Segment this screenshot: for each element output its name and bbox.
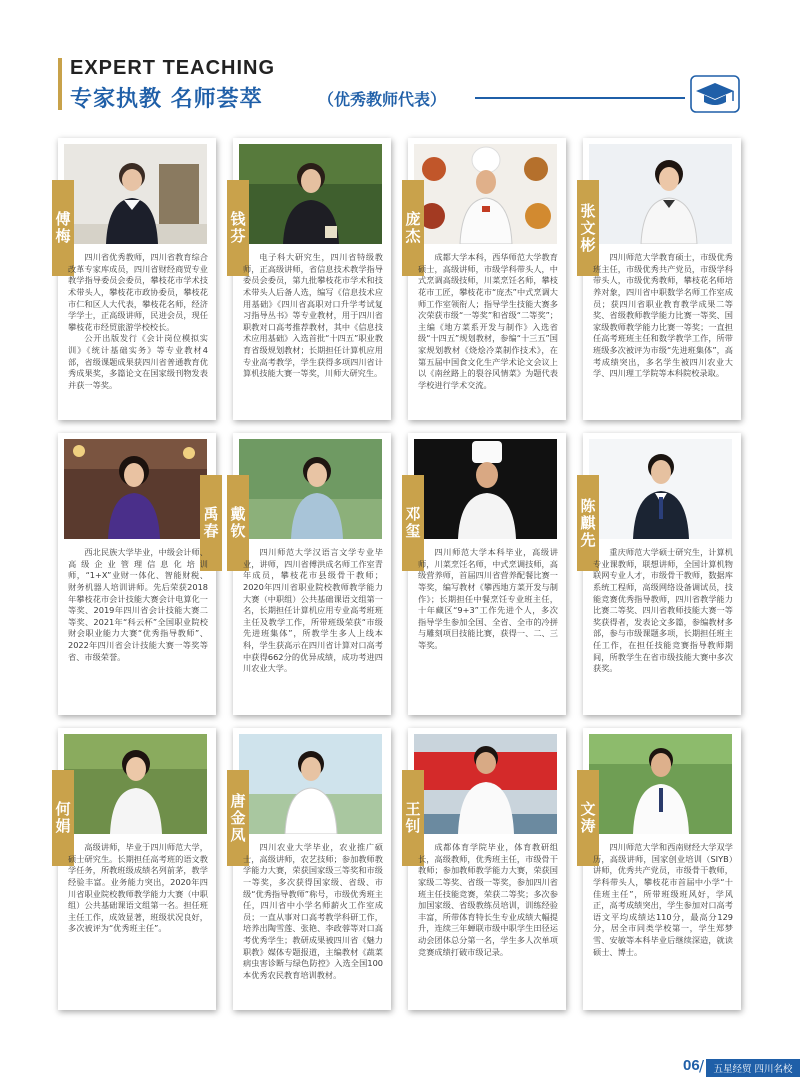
teacher-name-tag: 钱芬 [227,180,249,276]
teacher-bio: 西北民族大学毕业，中级会计师、高级企业管理信息化培训师，“1+X”业财一体化、智能财税、财务机器人培训讲师。先后荣获2018年攀枝花市会计技能大赛会计电算化一等奖、2019年四川省会计技能大赛二等奖、2021年“科云杯”全国职业院校财会职业能力大赛“优秀指导教师”、2022年四川省会计技能大赛一等奖等省、市级荣誉。 [68,547,208,662]
teacher-name-tag: 何娟 [52,770,74,866]
teacher-card [403,433,566,715]
teacher-photo [589,439,732,539]
teacher-name-tag: 陈麒先 [577,475,599,571]
teacher-card [53,138,216,420]
teacher-card [58,433,220,715]
teacher-bio: 四川省优秀教师，四川省教育综合改革专家库成员，四川省财经商贸专业教学指导委员会委员，攀枝花市学术技术带头人，攀枝花市政协委员，攀枝花市仁和区人大代表，攀枝花名师，经济学学士，正高级讲师，民进会员，现任攀枝花市经贸旅游学校校长。 公开出版发行《会计岗位模拟实训》《统计基础实务》等专业教材4部，省级课题成果获四川省普通教育优秀成果奖，多篇论文在国家级刊物发表并获一等奖。 [68,252,208,391]
teacher-photo [64,144,207,244]
teacher-bio: 四川师范大学和西南财经大学双学历，高级讲师，国家创业培训（SIYB）讲师，优秀共产党员，市级骨干教师，学科带头人，攀枝花市首届中小学“十佳班主任”，所带班级班风好，学风正，高考成绩突出，学生参加对口高考语文平均成绩达110分，最高分129分，居全市同类学校第一，学生郑梦雪、安敏等本科毕业后继续深造，就读硕士、博士。 [593,842,733,957]
page-number: 06 [683,1057,700,1074]
teacher-bio: 四川师范大学本科毕业，高级讲师，川菜烹饪名师，中式烹调技师，高级营养师，首届四川省营养配餐比赛一等奖，编写教材《攀西地方菜开发与制作》；长期担任中餐烹饪专业班主任，十年藏区“9+3”工作先进个人，多次指导学生参加全国、全省、全市的冷拼与雕刻项目技能比赛，获得一、二、三等奖。 [418,547,558,651]
teacher-card [228,728,391,1010]
header-divider [475,97,685,99]
teacher-bio: 四川农业大学毕业，农业推广硕士，高级讲师，农艺技师；参加教师教学能力大赛，荣获国家级三等奖和市级一等奖，多次获得国家级、省级、市级“优秀指导教师”称号，市级优秀班主任，四川省中小学名师薪火工作室成员；一直从事对口高考教学科研工作，培养出陶雪莲、张艳、李政蓉等对口高考优秀学生；教研成果被四川省《魅力职教》媒体专题报道，主编教材《蔬菜病虫害诊断与绿色防控》入选全国100本优秀农民教育培训教材。 [243,842,383,981]
teacher-bio: 重庆师范大学硕士研究生，计算机专业课教师，联想讲师，全国计算机物联网专业人才，市级骨干教师，数据库系统工程师，高级网络设备调试员，技能竞赛优秀指导教师，四川省教学能力比赛二等奖、四川省教师技能大赛一等奖获得者，发表论文多篇，参编教材多部，参与市级课题多项，长期担任班主任工作，在担任技能竞赛指导教师期间，所教学生在省市级技能大赛中多次获奖。 [593,547,733,674]
teacher-card [53,728,216,1010]
graduation-cap-icon [690,75,740,113]
teacher-card [228,433,391,715]
teacher-photo [589,144,732,244]
teacher-name-tag: 唐金凤 [227,770,249,866]
teacher-photo [239,144,382,244]
header-accent-bar [58,58,62,110]
header-subtitle: （优秀教师代表） [318,90,447,109]
teacher-name-tag: 庞杰 [402,180,424,276]
teacher-card [578,138,741,420]
teacher-bio: 电子科大研究生，四川省特级教师，正高级讲师，省信息技术教学指导委员会委员，第九批攀枝花市学术和技术带头人后备人选，编写《信息技术应用基础》《四川省高职对口升学考试复习指导丛书》等专业教材，用于四川省职教对口高考推荐教材，其中《信息技术应用基础》入选首批“十四五”职业教育省级规划教材；长期担任计算机应用专业高考教学，学生获得多项四川省计算机技能大赛一等奖，川师大研究生。 [243,252,383,379]
teacher-photo [239,734,382,834]
header-title-cn: 专家执教 名师荟萃 [70,87,263,112]
teacher-name-tag: 张文彬 [577,180,599,276]
teacher-card [403,728,566,1010]
page-divider: / [699,1057,705,1075]
teacher-photo [64,734,207,834]
teacher-name-tag: 傅梅 [52,180,74,276]
teacher-card [578,433,741,715]
teacher-bio: 成都体育学院毕业，体育教研组长，高级教师，优秀班主任，市级骨干教师；参加教师教学能力大赛，荣获国家级二等奖、省级一等奖，参加四川省班主任技能竞赛，荣获二等奖；多次参加国家级、省级教练员培训，训练经验丰富，所带体育特长生专业成绩大幅提升，连续三年蝉联市级中职学生田径运动会团体总分第一名，学生多人次单项竞赛成绩打破市级记录。 [418,842,558,957]
teacher-photo [414,144,557,244]
teacher-bio: 高级讲师，毕业于四川师范大学，硕士研究生。长期担任高考班的语文教学任务，所教班级成绩名列前茅，教学经验丰富。业务能力突出，2020年四川省职业院校教师教学能力大赛（中职组）公共基础课语文组第一名。担任班主任工作，成效显著，班级状况良好，多次被评为“优秀班主任”。 [68,842,208,934]
teacher-photo [414,734,557,834]
teacher-name-tag: 邓玺 [402,475,424,571]
teacher-photo [414,439,557,539]
teacher-card [578,728,741,1010]
teacher-bio: 四川师范大学汉语言文学专业毕业，讲师，四川省傅洪成名师工作室青年成员，攀枝花市县级骨干教师；2020年四川省职业院校教师教学能力大赛（中职组）公共基础课语文组第一名，长期担任计算机应用专业高考班班主任及教学工作，所带班级荣获“市级先进班集体”，所教学生多人上线本科，学生获高示在四川省计算对口高考中获得662分的优异成绩，成功考进四川农业大学。 [243,547,383,674]
teacher-bio: 成都大学本科，西华师范大学教育硕士，高级讲师，市级学科带头人，中式烹调高级技师，川菜烹饪名师，攀枝花市工匠，攀枝花市“庞杰”中式烹调大师工作室领衔人；指导学生技能大赛多次荣获市级“一等奖”和省级“二等奖”；主编《地方菜系开发与制作》入选省级“十四五”规划教材，参编“十三五”国家规划教材《烧烩冷菜制作技术》，在第五届中国食文化生产学术论文会议上以《南丝路上的裂谷风情菜》为题代表学校进行学术交流。 [418,252,558,391]
teacher-bio: 四川师范大学教育硕士，市级优秀班主任，市级优秀共产党员，市级学科带头人，市级优秀教师，攀枝花名师培养对象，四川省中职数学名师工作室成员；获四川省职业教育教学成果二等奖、省级教师教学能力比赛一等奖、国家级教师教学能力比赛一等奖；一直担任高考班班主任和数学教学工作，所带班级多次被评为市级“先进班集体”，高考成绩突出，多名学生被四川农业大学、四川理工学院等本科院校录取。 [593,252,733,379]
teacher-photo [589,734,732,834]
teacher-name-tag: 文涛 [577,770,599,866]
teacher-card [228,138,391,420]
teacher-photo [64,439,207,539]
teacher-card [403,138,566,420]
teacher-name-tag: 王钊 [402,770,424,866]
teacher-photo [239,439,382,539]
header-title-en: EXPERT TEACHING [70,57,276,79]
footer-school-tag: 五星经贸 四川名校 [706,1059,800,1077]
teacher-name-tag: 禹春 [200,475,222,571]
teacher-name-tag: 戴钦 [227,475,249,571]
